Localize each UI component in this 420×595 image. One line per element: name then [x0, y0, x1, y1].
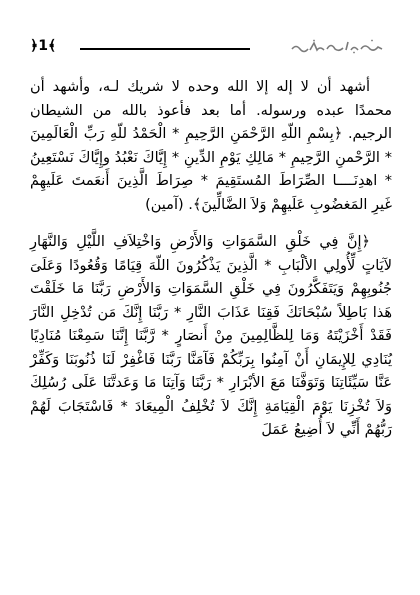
page-number: ﴿1﴾: [30, 38, 57, 54]
page-header: [0, 0, 420, 70]
publisher-logo: [290, 38, 385, 54]
page-body: [30, 76, 392, 443]
header-rule: [80, 48, 250, 50]
al-imran-verses-paragraph: ﴿إِنَّ فِي خَلْقِ السَّمَوَاتِ وَالأَرْضِ وَاخْتِلاَفِ اللَّيْلِ وَالنَّهَارِ لآيَاتٍ لِّأُولِي الألْبَابِ * الَّذِينَ يَذْكُرُونَ اللّهَ قِيَامًا وَقُعُودًا وَعَلَىَ جُنُوبِهِمْ وَيَتَفَكَّرُونَ فِي خَلْقِ السَّمَوَاتِ وَالأَرْضِ رَبَّنَا مَا خَلَقْتَ هَذا بَاطِلاً سُبْحَانَكَ فَقِنَا عَذَابَ النَّارِ * رَبَّنَا إِنَّكَ مَن تُدْخِلِ النَّارَ فَقَدْ أَخْزَيْتَهُ وَمَا لِلظَّالِمِينَ مِنْ أَنصَارٍ * رَّبَّنَا إِنَّنَا سَمِعْنَا مُنَادِيًا يُنَادِي لِلإِيمَانِ أَنْ آمِنُوا بِرَبِّكُمْ فَآمَنَّا رَبَّنَا فَاغْفِرْ لَنَا ذُنُوبَنَا وَكَفِّرْ عَنَّا سَيِّئَاتِنَا وَتَوَفَّنَا مَعَ الأبْرَارِ * رَبَّنَا وَآتِنَا مَا وَعَدتَّنَا عَلَى رُسُلِكَ وَلاَ تُخْزِنَا يَوْمَ الْقِيَامَةِ إِنَّكَ لاَ تُخْلِفُ الْمِيعَادَ * فَاسْتَجَابَ لَهُمْ رَبُّهُمْ أَنِّي لاَ أُضِيعُ عَمَلَ: [30, 234, 392, 438]
shahada-fatiha-paragraph: أشهد أن لا إله إلا الله وحده لا شريك لـه، وأشهد أن محمدًا عبده ورسوله. أما بعد فأعوذ بالله من الشيطان الرجيم. ﴿بِسْمِ اللّهِ الرَّحْمَنِ الرَّحِيمِ * الْحَمْدُ للّهِ رَبِّ الْعَالَمِينَ * الرَّحْمنِ الرَّحِيمِ * مَالِكِ يَوْمِ الدِّينِ * إِيَّاكَ نَعْبُدُ وإِيَّاكَ نَسْتَعِينُ * اهدِنَــــا الصِّرَاطَ المُستَقِيمَ * صِرَاطَ الَّذِينَ أَنعَمتَ عَلَيهِمْ غَيرِ المَغضُوبِ عَلَيهِمْ وَلاَ الضَّالِّينَ﴾. (آمين): [30, 79, 392, 213]
